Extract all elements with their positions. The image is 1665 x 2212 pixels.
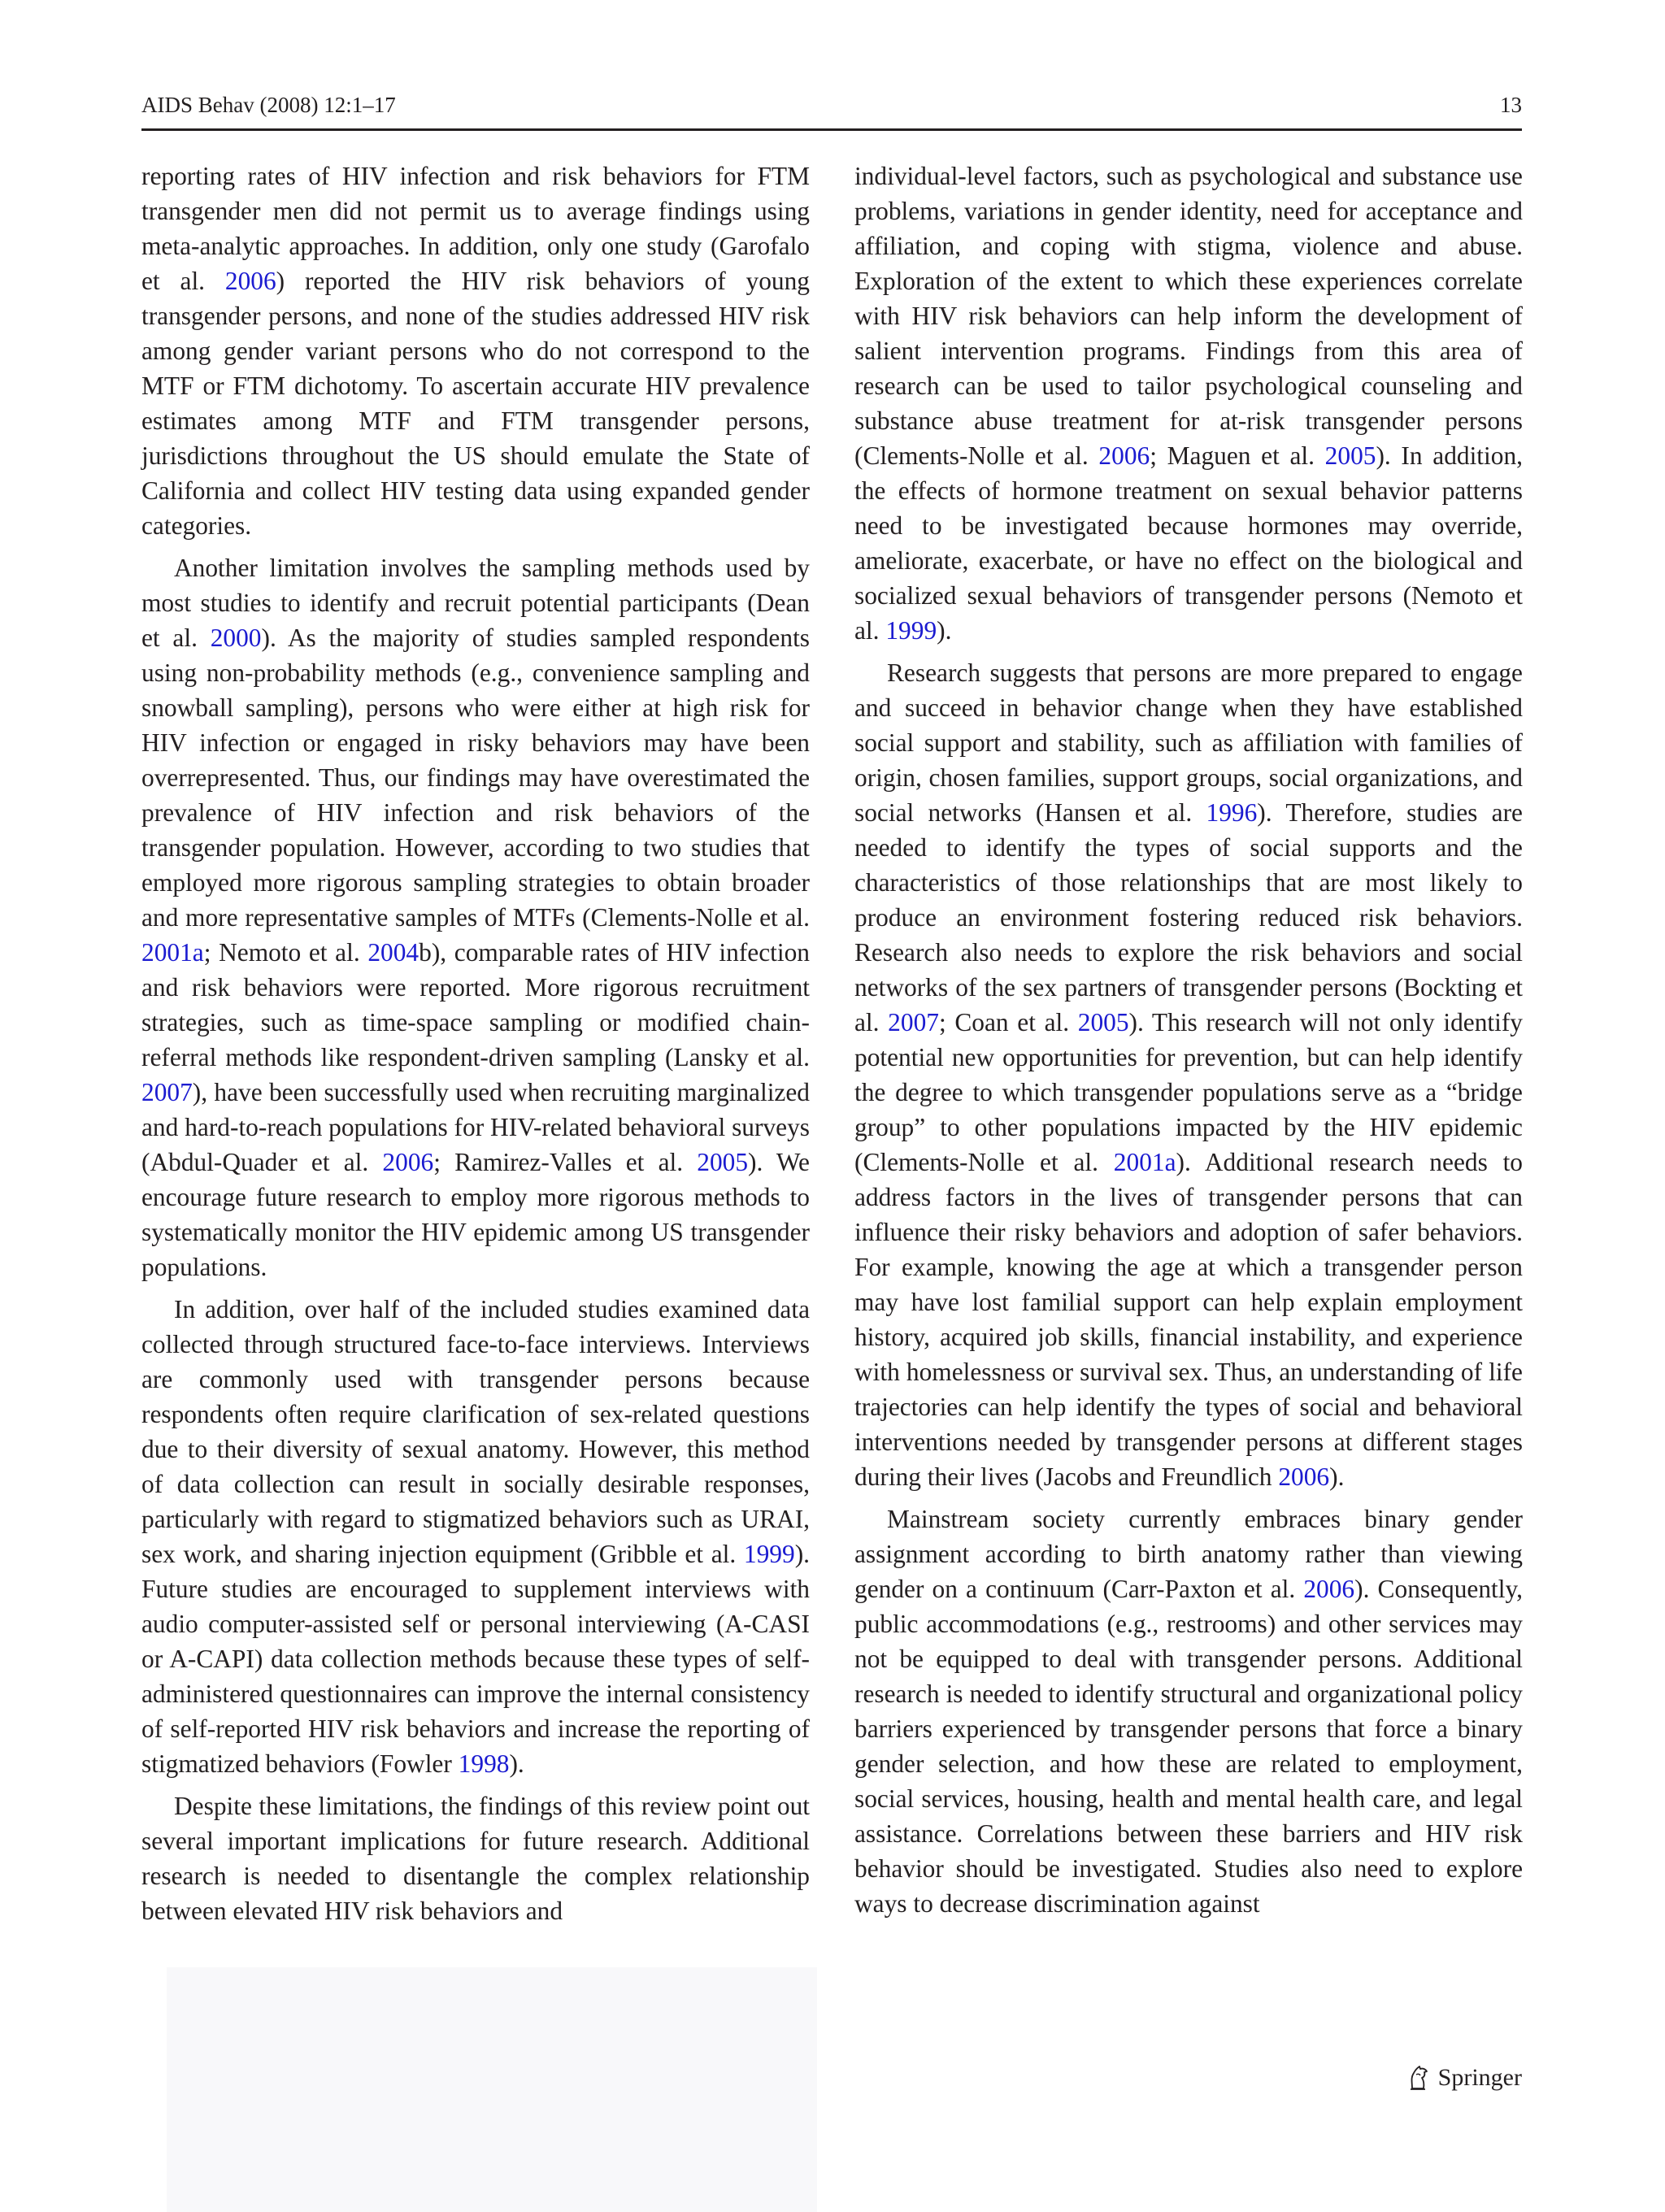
right-column <box>854 159 1523 1921</box>
paragraph <box>854 159 1523 648</box>
text-run: ). <box>509 1749 524 1778</box>
text-run: ; Nemoto et al. <box>203 938 368 967</box>
text-run: reporting rates of HIV infection and risk behaviors for FTM transgender men did not permit us to average findings using meta-analytic approaches. In addition, only one study (Garofalo et al. <box>141 162 810 295</box>
citation-link[interactable]: 2000 <box>210 624 262 652</box>
citation-link[interactable]: 1999 <box>743 1540 795 1568</box>
text-run: Research suggests that persons are more prepared to engage and succeed in behavior change when they have established social support and stability, such as affiliation with families of origin, chosen families, support groups, social organizations, and social networks (Hansen et al. <box>854 658 1523 827</box>
text-run: ). Consequently, public accommodations (e.g., restrooms) and other services may not be equipped to deal with transgender persons. Additional research is needed to identify structural and organizational policy barriers experienced by transgender persons that force a binary gender selection, and how these are related to employment, social services, housing, health and mental health care, and legal assistance. Correlations between these barriers and HIV risk behavior should be investigated. Studies also need to explore ways to decrease discrimination against <box>854 1575 1524 1918</box>
paragraph <box>141 550 810 1284</box>
text-run: Despite these limitations, the findings of this review point out several important implications for future research. Additional research is needed to disentangle the complex relationship between elevated HIV risk behaviors and <box>141 1792 810 1925</box>
citation-link[interactable]: 2001a <box>1113 1148 1176 1176</box>
text-run: ). This research will not only identify potential new opportunities for prevention, but can help identify the degree to which transgender populations serve as a “bridge group” to other populations impacted by the HIV epidemic (Clements-Nolle et al. <box>854 1008 1523 1176</box>
text-run: ), have been successfully used when recruiting marginalized and hard-to-reach populations for HIV-related behavioral surveys (Abdul-Quader et al. <box>141 1078 810 1176</box>
citation-link[interactable]: 2006 <box>1303 1575 1355 1603</box>
text-run: ) reported the HIV risk behaviors of young transgender persons, and none of the studies addressed HIV risk among gender variant persons who do not correspond to the MTF or FTM dichotomy. To ascertain accurate HIV prevalence estimates among MTF and FTM transgender persons, jurisdictions throughout the US should emulate the State of California and collect HIV testing data using expanded gender categories. <box>141 267 810 540</box>
paragraph <box>854 655 1523 1494</box>
paragraph <box>141 1292 810 1781</box>
running-header <box>141 86 1522 131</box>
text-run: ; Ramirez-Valles et al. <box>433 1148 698 1176</box>
paragraph <box>141 1788 810 1928</box>
text-run: ). Therefore, studies are needed to identify the types of social supports and the characteristics of those relationships that are most likely to produce an environment fostering reduced risk behaviors. Research also needs to explore the risk behaviors and social networks of the sex partners of transgender persons (Bockting et al. <box>854 798 1523 1036</box>
text-run: ). As the majority of studies sampled respondents using non-probability methods (e.g., convenience sampling and snowball sampling), persons who were either at high risk for HIV infection or engaged in risky behaviors may have been overrepresented. Thus, our findings may have overestimated the prevalence of HIV infection and risk behaviors of the transgender population. However, according to two studies that employed more rigorous sampling strategies to obtain broader and more representative samples of MTFs (Clements-Nolle et al. <box>141 624 811 932</box>
publisher-footer <box>1407 2062 1522 2094</box>
text-run: ). We encourage future research to employ more rigorous methods to systematically monitor the HIV epidemic among US transgender populations. <box>141 1148 810 1281</box>
text-run: ). <box>1329 1462 1345 1491</box>
citation-link[interactable]: 1999 <box>885 616 937 645</box>
text-run: ; Coan et al. <box>938 1008 1078 1036</box>
paragraph <box>141 159 810 543</box>
left-column <box>141 159 810 1928</box>
citation-link[interactable]: 1996 <box>1206 798 1258 827</box>
journal-citation: AIDS Behav (2008) 12:1–17 <box>141 93 396 117</box>
citation-link[interactable]: 2006 <box>382 1148 434 1176</box>
citation-link[interactable]: 2005 <box>1077 1008 1129 1036</box>
citation-link[interactable]: 2001a <box>141 938 204 967</box>
citation-link[interactable]: 2007 <box>888 1008 939 1036</box>
citation-link[interactable]: 2005 <box>1324 441 1376 470</box>
citation-link[interactable]: 2004 <box>367 938 420 967</box>
citation-link[interactable]: 2006 <box>1278 1462 1330 1491</box>
text-run: ). <box>937 616 952 645</box>
citation-link[interactable]: 2005 <box>697 1148 749 1176</box>
text-run: ; Maguen et al. <box>1150 441 1325 470</box>
citation-link[interactable]: 1998 <box>458 1749 510 1778</box>
text-run: b), comparable rates of HIV infection and risk behaviors were reported. More rigorous recruitment strategies, such as time-space sampling or modified chain-referral methods like respondent-driven sampling (Lansky et al. <box>141 938 810 1071</box>
text-run: individual-level factors, such as psychological and substance use problems, variations in gender identity, need for acceptance and affiliation, and coping with stigma, violence and abuse. Exploration of the extent to which these experiences correlate with HIV risk behaviors can help inform the development of salient intervention programs. Findings from this area of research can be used to tailor psychological counseling and substance abuse treatment for at-risk transgender persons (Clements-Nolle et al. <box>854 162 1523 470</box>
text-run: ). In addition, the effects of hormone treatment on sexual behavior patterns need to be investigated because hormones may override, ameliorate, exacerbate, or have no effect on the biological and socialized sexual behaviors of transgender persons (Nemoto et al. <box>854 441 1523 645</box>
citation-link[interactable]: 2007 <box>141 1078 193 1106</box>
citation-link[interactable]: 2006 <box>1098 441 1150 470</box>
paragraph <box>854 1501 1523 1921</box>
springer-horse-icon <box>1407 2064 1430 2092</box>
citation-link[interactable]: 2006 <box>224 267 276 295</box>
text-run: ). Future studies are encouraged to supplement interviews with audio computer-assisted self or personal interviewing (A-CASI or A-CAPI) data collection methods because these types of self-administered questionnaires can improve the internal consistency of self-reported HIV risk behaviors and increase the reporting of stigmatized behaviors (Fowler <box>141 1540 810 1778</box>
page-number: 13 <box>1500 93 1522 117</box>
text-run: Mainstream society currently embraces binary gender assignment according to birth anatomy rather than viewing gender on a continuum (Carr-Paxton et al. <box>854 1505 1523 1603</box>
text-run: In addition, over half of the included studies examined data collected through structured face-to-face interviews. Interviews are commonly used with transgender persons because respondents often require clarification of sex-related questions due to their diversity of sexual anatomy. However, this method of data collection can result in socially desirable responses, particularly with regard to stigmatized behaviors such as URAI, sex work, and sharing injection equipment (Gribble et al. <box>141 1295 810 1568</box>
text-run: ). Additional research needs to address factors in the lives of transgender persons that can influence their risky behaviors and adoption of safer behaviors. For example, knowing the age at which a transgender person may have lost familial support can help explain employment history, acquired job skills, financial instability, and experience with homelessness or survival sex. Thus, an understanding of life trajectories can help identify the types of social and behavioral interventions needed by transgender persons at different stages during their lives (Jacobs and Freundlich <box>854 1148 1524 1491</box>
publisher-name: Springer <box>1437 2064 1522 2091</box>
text-run: Another limitation involves the sampling methods used by most studies to identify and recruit potential participants (Dean et al. <box>141 554 810 652</box>
scan-shade <box>167 1967 817 2212</box>
